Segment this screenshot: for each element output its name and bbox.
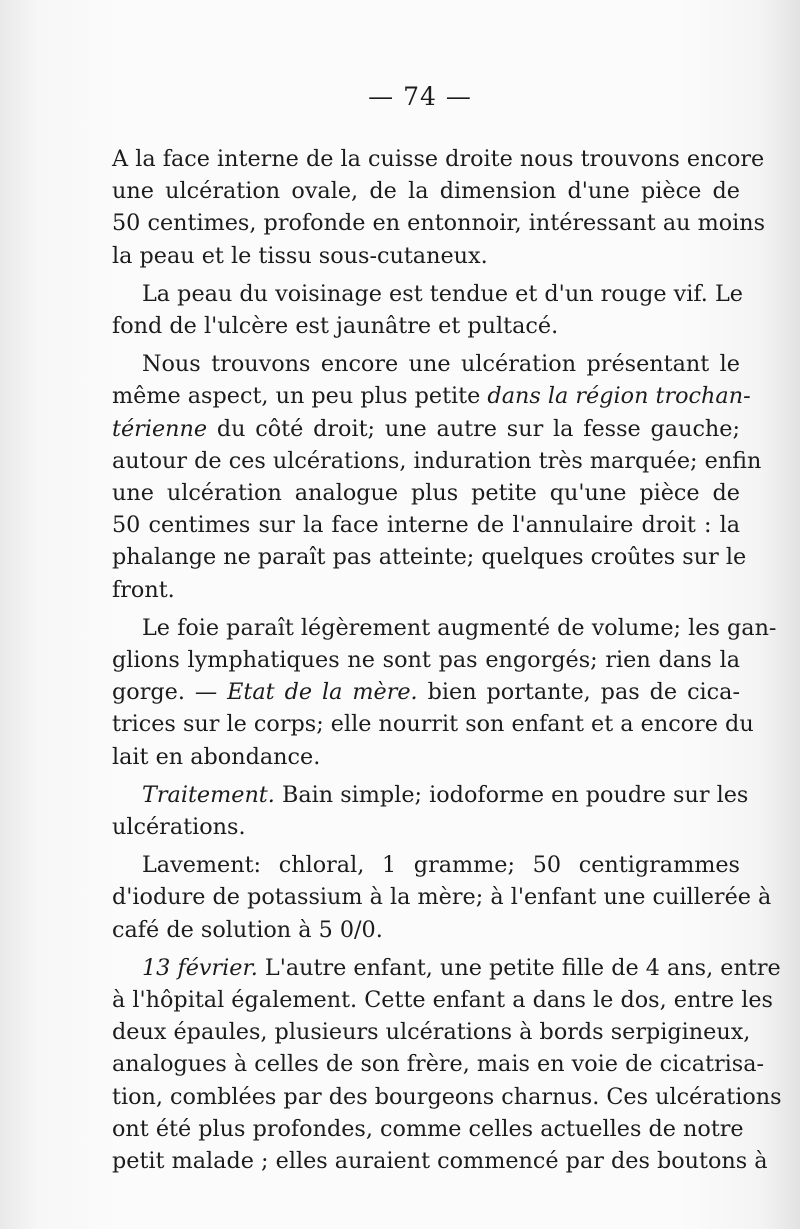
text-line: petit malade ; elles auraient commencé par des boutons à <box>112 1148 768 1175</box>
text-line <box>112 952 781 984</box>
text-line: une ulcération analogue plus petite qu'une pièce de <box>112 480 740 507</box>
text-line: une ulcération ovale, de la dimension d'une pièce de <box>112 178 740 205</box>
text-line: autour de ces ulcérations, induration très marquée; enfin <box>112 447 762 474</box>
text-line: deux épaules, plusieurs ulcérations à bords serpigineux, <box>112 1019 751 1046</box>
text-line <box>112 779 749 811</box>
text-line: 50 centimes, profonde en entonnoir, intéressant au moins <box>112 210 766 237</box>
text-line: 50 centimes sur la face interne de l'annulaire droit : la <box>112 512 740 539</box>
body-text <box>112 143 782 1177</box>
text-line: d'iodure de potassium à la mère; à l'enfant une cuillerée à <box>112 884 772 911</box>
text-line: tion, comblées par des bourgeons charnus. Ces ulcérations <box>112 1083 782 1110</box>
text-line: A la face interne de la cuisse droite nous trouvons encore <box>112 146 765 172</box>
text-segment: L'autre enfant, une petite fille de 4 ans, entre <box>264 954 781 981</box>
italic-segment: dans la région trochan- <box>487 383 751 410</box>
text-line: Le foie paraît légèrement augmenté de volume; les gan- <box>142 614 777 641</box>
text-line <box>112 413 740 445</box>
text-line: Nous trouvons encore une ulcération présentant le <box>142 351 740 378</box>
text-segment: gorge. — <box>112 679 218 706</box>
text-line <box>112 380 751 412</box>
text-line: phalange ne paraît pas atteinte; quelques croûtes sur le <box>112 544 747 571</box>
text-line: ulcérations. <box>112 814 246 841</box>
text-line: front. <box>112 576 175 603</box>
text-line: trices sur le corps; elle nourrit son enfant et a encore du <box>112 711 754 738</box>
text-segment: même aspect, un peu plus petite <box>112 383 481 410</box>
page-number: — 74 — <box>368 82 472 111</box>
text-line: fond de l'ulcère est jaunâtre et pultacé. <box>112 313 559 340</box>
text-line: analogues à celles de son frère, mais en voie de cicatrisa- <box>112 1051 765 1078</box>
text-line: café de solution à 5 0/0. <box>112 916 383 943</box>
text-line <box>112 676 740 708</box>
italic-segment: Etat de la mère. <box>227 679 418 706</box>
text-line: glions lymphatiques ne sont pas engorgés; rien dans la <box>112 647 740 674</box>
italic-segment: Traitement. <box>142 781 275 808</box>
italic-segment: térienne <box>112 415 208 442</box>
text-line: Lavement: chloral, 1 gramme; 50 centigrammes <box>142 852 740 879</box>
text-segment: bien portante, pas de cica- <box>427 679 740 706</box>
italic-segment: 13 février. <box>142 954 258 981</box>
text-line: ont été plus profondes, comme celles actuelles de notre <box>112 1115 744 1142</box>
text-line: La peau du voisinage est tendue et d'un rouge vif. Le <box>142 280 743 307</box>
text-line: la peau et le tissu sous-cutaneux. <box>112 242 488 269</box>
text-segment: Bain simple; iodoforme en poudre sur les <box>281 781 749 808</box>
text-line: à l'hôpital également. Cette enfant a dans le dos, entre les <box>112 987 773 1014</box>
text-line: lait en abondance. <box>112 743 321 770</box>
text-segment: du côté droit; une autre sur la fesse gauche; <box>216 415 740 442</box>
